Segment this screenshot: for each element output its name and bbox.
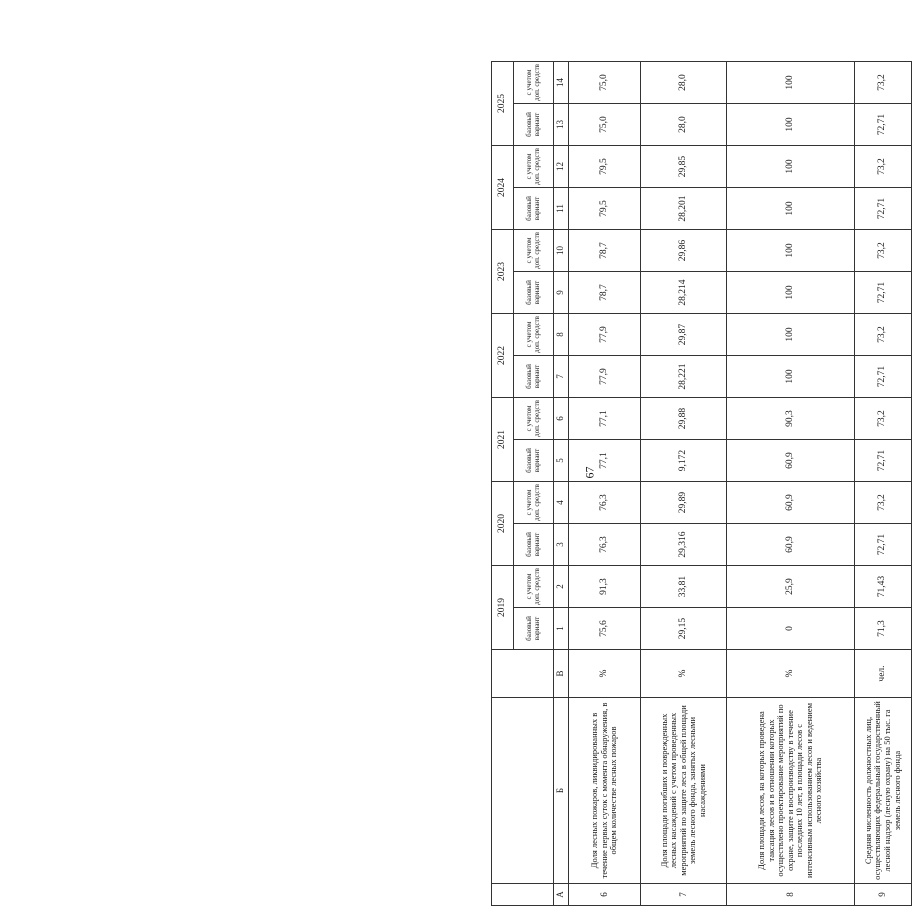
value-cell: 72,71: [855, 104, 912, 146]
variant-extra: с учетом доп. средств: [514, 230, 554, 272]
indicators-table: [491, 61, 912, 906]
table-row: [727, 62, 855, 906]
value-cell: 78,7: [569, 272, 641, 314]
table-row: [855, 62, 912, 906]
value-cell: 100: [727, 356, 855, 398]
col-number: 3: [554, 524, 569, 566]
value-cell: 75,0: [569, 62, 641, 104]
col-number: 6: [554, 398, 569, 440]
value-cell: 75,0: [569, 104, 641, 146]
rotated-table-container: [491, 66, 911, 906]
value-cell: 73,2: [855, 230, 912, 272]
indicator-name: Доля площади лесов, на которых проведена таксация лесов и в отношении которых осуществлено проектирование мероприятий по охране, защите и воспроизводству в течение последних 10 лет, в площади лесов с интенсивным использованием лесов и ведением лесного хозяйства: [727, 698, 855, 884]
value-cell: 33,81: [641, 566, 727, 608]
value-cell: 72,71: [855, 356, 912, 398]
col-number: 13: [554, 104, 569, 146]
value-cell: 72,71: [855, 440, 912, 482]
value-cell: 28,0: [641, 104, 727, 146]
year-header: 2021: [492, 398, 514, 482]
col-letter-b: Б: [554, 698, 569, 884]
value-cell: 29,316: [641, 524, 727, 566]
value-cell: 100: [727, 230, 855, 272]
variant-extra: с учетом доп. средств: [514, 482, 554, 524]
value-cell: 73,2: [855, 482, 912, 524]
value-cell: 25,9: [727, 566, 855, 608]
value-cell: 77,9: [569, 356, 641, 398]
indicator-name: Средняя численность должностных лиц, осуществляющих федеральный государственный лесной надзор (лесную охрану) на 50 тыс. га земель лесного фонда: [855, 698, 912, 884]
value-cell: 71,3: [855, 608, 912, 650]
year-header-row: [492, 62, 514, 906]
col-letter-c: В: [554, 650, 569, 698]
value-cell: 77,1: [569, 440, 641, 482]
variant-extra: с учетом доп. средств: [514, 146, 554, 188]
indicator-name: Доля площади погибших и поврежденных лесных насаждений с учетом проведенных мероприятий по защите леса в общей площади земель лесного фонда, занятых лесными насаждениями: [641, 698, 727, 884]
col-number: 4: [554, 482, 569, 524]
year-header: 2019: [492, 566, 514, 650]
value-cell: 29,15: [641, 608, 727, 650]
year-header: 2024: [492, 146, 514, 230]
value-cell: 9,172: [641, 440, 727, 482]
col-number: 5: [554, 440, 569, 482]
column-number-row: [554, 62, 569, 906]
value-cell: 73,2: [855, 62, 912, 104]
value-cell: 73,2: [855, 398, 912, 440]
table-row: [641, 62, 727, 906]
year-header: 2022: [492, 314, 514, 398]
col-number: 10: [554, 230, 569, 272]
variant-base: базовый вариант: [514, 188, 554, 230]
variant-base: базовый вариант: [514, 272, 554, 314]
value-cell: 79,5: [569, 146, 641, 188]
value-cell: 28,201: [641, 188, 727, 230]
variant-extra: с учетом доп. средств: [514, 566, 554, 608]
variant-base: базовый вариант: [514, 104, 554, 146]
value-cell: 100: [727, 188, 855, 230]
variant-base: базовый вариант: [514, 356, 554, 398]
value-cell: 72,71: [855, 524, 912, 566]
value-cell: 72,71: [855, 188, 912, 230]
value-cell: 75,6: [569, 608, 641, 650]
year-header: 2025: [492, 62, 514, 146]
col-number: 12: [554, 146, 569, 188]
value-cell: 60,9: [727, 440, 855, 482]
value-cell: 29,86: [641, 230, 727, 272]
value-cell: 76,3: [569, 482, 641, 524]
variant-base: базовый вариант: [514, 608, 554, 650]
value-cell: 60,9: [727, 524, 855, 566]
value-cell: 100: [727, 314, 855, 356]
value-cell: 100: [727, 272, 855, 314]
value-cell: 28,214: [641, 272, 727, 314]
header-blank-c: [492, 650, 554, 698]
col-letter-a: А: [554, 884, 569, 906]
value-cell: 28,221: [641, 356, 727, 398]
value-cell: 71,43: [855, 566, 912, 608]
col-number: 14: [554, 62, 569, 104]
value-cell: 76,3: [569, 524, 641, 566]
value-cell: 72,71: [855, 272, 912, 314]
year-header: 2020: [492, 482, 514, 566]
value-cell: 73,2: [855, 314, 912, 356]
variant-extra: с учетом доп. средств: [514, 314, 554, 356]
value-cell: 90,3: [727, 398, 855, 440]
variant-base: базовый вариант: [514, 440, 554, 482]
col-number: 8: [554, 314, 569, 356]
value-cell: 77,9: [569, 314, 641, 356]
variant-base: базовый вариант: [514, 524, 554, 566]
row-number: 9: [855, 884, 912, 906]
row-number: 8: [727, 884, 855, 906]
col-number: 9: [554, 272, 569, 314]
value-cell: 29,85: [641, 146, 727, 188]
value-cell: 73,2: [855, 146, 912, 188]
value-cell: 29,88: [641, 398, 727, 440]
unit: %: [569, 650, 641, 698]
value-cell: 77,1: [569, 398, 641, 440]
variant-extra: с учетом доп. средств: [514, 62, 554, 104]
value-cell: 100: [727, 62, 855, 104]
col-number: 2: [554, 566, 569, 608]
col-number: 7: [554, 356, 569, 398]
unit: чел.: [855, 650, 912, 698]
value-cell: 100: [727, 104, 855, 146]
col-number: 11: [554, 188, 569, 230]
row-number: 6: [569, 884, 641, 906]
value-cell: 29,89: [641, 482, 727, 524]
value-cell: 28,0: [641, 62, 727, 104]
value-cell: 0: [727, 608, 855, 650]
value-cell: 100: [727, 146, 855, 188]
value-cell: 60,9: [727, 482, 855, 524]
year-header: 2023: [492, 230, 514, 314]
row-number: 7: [641, 884, 727, 906]
indicator-name: Доля лесных пожаров, ликвидированных в течение первых суток с момента обнаружения, в общем количестве лесных пожаров: [569, 698, 641, 884]
table-row: [569, 62, 641, 906]
col-number: 1: [554, 608, 569, 650]
value-cell: 79,5: [569, 188, 641, 230]
unit: %: [727, 650, 855, 698]
header-blank-a: [492, 884, 554, 906]
variant-extra: с учетом доп. средств: [514, 398, 554, 440]
value-cell: 29,87: [641, 314, 727, 356]
value-cell: 91,3: [569, 566, 641, 608]
value-cell: 78,7: [569, 230, 641, 272]
unit: %: [641, 650, 727, 698]
page-number: 67: [582, 466, 597, 479]
header-blank-b: [492, 698, 554, 884]
